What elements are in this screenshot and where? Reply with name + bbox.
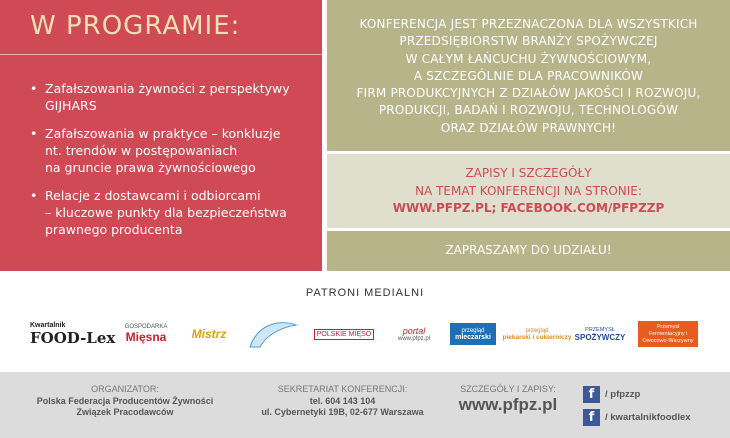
organizer-subname: Związek Pracodawców xyxy=(76,407,174,417)
logo-text: FOOD-Lex xyxy=(30,328,116,347)
mistrz-logo[interactable] xyxy=(184,316,234,352)
logo-small-text: Kwartalnik xyxy=(30,321,66,329)
signup-url-link[interactable]: WWW.PFPZ.PL; FACEBOOK.COM/PFPZZP xyxy=(392,201,665,215)
nowoczesny-swirl-icon xyxy=(246,317,300,351)
logo-text: SPOŻYWCZY xyxy=(574,332,626,342)
logo-text: POLSKIE MIĘSO xyxy=(314,329,374,340)
organizer-name: Polska Federacja Producentów Żywności xyxy=(36,395,214,406)
signup-text xyxy=(327,165,730,218)
details-url-link[interactable]: www.pfpz.pl xyxy=(458,394,558,414)
program-list xyxy=(30,80,300,249)
logo-text: Fermentacyjny i Owocowo-Warzywny xyxy=(642,330,694,344)
program-item-line: GIJHARS xyxy=(45,98,97,113)
media-patrons-logos xyxy=(30,316,710,356)
polskie-mieso-logo[interactable] xyxy=(314,316,374,352)
invite-text: ZAPRASZAMY DO UDZIAŁU! xyxy=(445,243,612,257)
portal-logo[interactable] xyxy=(388,316,440,352)
facebook-icon[interactable]: f xyxy=(583,409,600,426)
logo-text: mleczarski xyxy=(455,333,491,341)
secretariat-address: ul. Cybernetyki 19B, 02-677 Warszawa xyxy=(261,407,424,417)
facebook-foodlex-link[interactable]: / kwartalnikfoodlex xyxy=(605,412,691,423)
invite-panel xyxy=(327,231,730,271)
program-item-line: nt. trendów w postępowaniach xyxy=(45,143,238,158)
secretariat-phone: tel. 604 143 104 xyxy=(309,395,376,406)
nowoczesny-logo[interactable] xyxy=(244,316,302,352)
program-title-bar xyxy=(0,0,322,55)
patrons-title: PATRONI MEDIALNI xyxy=(305,287,425,299)
audience-text xyxy=(327,16,730,137)
przeglad-mleczarski-logo[interactable] xyxy=(450,323,496,345)
audience-line: W CAŁYM ŁAŃCUCHU ŻYWNOŚCIOWYM, xyxy=(405,51,652,66)
audience-line: PRODUKCJI, BADAŃ I ROZWOJU, TECHNOLOGÓW xyxy=(378,103,679,118)
przeglad-piekarski-logo[interactable] xyxy=(502,316,572,352)
logo-small-text: portal xyxy=(402,326,426,336)
logo-text: Mistrz xyxy=(191,327,227,341)
signup-line: ZAPISY I SZCZEGÓŁY xyxy=(465,166,592,180)
facebook-icon[interactable]: f xyxy=(583,386,600,403)
program-item-line: Relacje z dostawcami i odbiorcami xyxy=(45,188,261,203)
details-label: SZCZEGÓŁY I ZAPISY: xyxy=(460,384,556,394)
audience-line: KONFERENCJA JEST PRZEZNACZONA DLA WSZYSTKICH xyxy=(359,17,698,31)
logo-small-text: Przemysł xyxy=(656,323,680,330)
program-item-line: Zafałszowania żywności z perspektywy xyxy=(45,81,290,96)
program-item-line: Zafałszowania w praktyce – konkluzje xyxy=(45,126,281,141)
organizer-info xyxy=(20,384,230,419)
program-title: W PROGRAMIE: xyxy=(30,11,241,41)
program-item xyxy=(30,80,300,114)
logo-text: piekarski i cukierniczy xyxy=(502,333,572,341)
logo-small-text: przegląd xyxy=(461,327,485,334)
program-panel xyxy=(0,0,322,271)
logo-small-text: PRZEMYSŁ xyxy=(585,326,615,333)
audience-line: ORAZ DZIAŁÓW PRAWNYCH! xyxy=(440,120,617,135)
audience-panel xyxy=(327,0,730,151)
gospodarka-miesna-logo[interactable] xyxy=(116,316,176,352)
program-item-line: – kluczowe punkty dla bezpieczeństwa xyxy=(45,205,287,220)
logo-text: Mięsna xyxy=(125,330,167,344)
program-item xyxy=(30,187,300,238)
facebook-pfpzzp-link[interactable]: / pfpzzp xyxy=(605,389,641,400)
logo-text: www.pfpz.pl xyxy=(397,336,430,342)
secretariat-label: SEKRETARIAT KONFERENCJI: xyxy=(277,384,408,394)
signup-line: NA TEMAT KONFERENCJI NA STRONIE: xyxy=(415,183,642,198)
footer xyxy=(0,372,730,438)
program-item-line: prawnego producenta xyxy=(45,222,183,237)
przemysl-fermentacyjny-logo[interactable] xyxy=(638,321,698,347)
signup-panel xyxy=(327,154,730,228)
logo-small-text: przegląd xyxy=(525,327,549,334)
przemysl-spozywczy-logo[interactable] xyxy=(572,316,628,352)
secretariat-info xyxy=(240,384,445,419)
organizer-label: ORGANIZATOR: xyxy=(91,384,159,394)
program-item-line: na gruncie prawa żywnościowego xyxy=(45,160,256,175)
audience-line: FIRM PRODUKCYJNYCH Z DZIAŁÓW JAKOŚCI I ROZWOJU, xyxy=(356,86,701,101)
audience-line: PRZEDSIĘBIORSTW BRANŻY SPOŻYWCZEJ xyxy=(399,34,658,49)
audience-line: A SZCZEGÓLNIE DLA PRACOWNIKÓW xyxy=(413,68,644,83)
program-item xyxy=(30,125,300,176)
foodlex-logo[interactable] xyxy=(30,316,116,352)
details-info xyxy=(448,384,568,414)
logo-small-text: GOSPODARKA xyxy=(124,324,168,330)
